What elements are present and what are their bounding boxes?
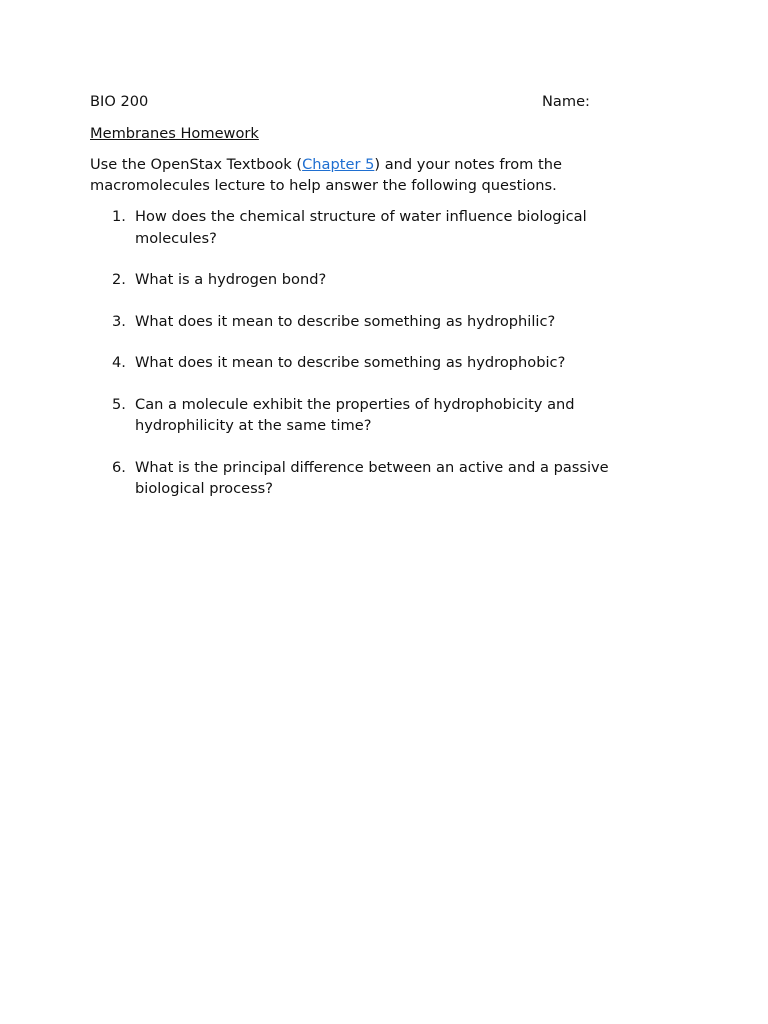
question-item — [90, 394, 650, 437]
question-text: What is a hydrogen bond? — [135, 271, 327, 288]
instructions-text-start: Use the OpenStax Textbook ( — [90, 156, 303, 173]
instructions-paragraph — [90, 154, 650, 196]
question-item — [90, 352, 650, 374]
name-field-label: Name: — [542, 93, 590, 110]
course-code: BIO 200 — [90, 93, 149, 110]
homework-title: Membranes Homework — [90, 125, 259, 142]
question-item — [90, 206, 650, 249]
question-text: What does it mean to describe something as hydrophobic? — [135, 354, 566, 371]
question-text: Can a molecule exhibit the properties of hydrophobicity and hydrophilicity at the same time? — [135, 395, 575, 434]
question-number: 5. — [112, 395, 126, 413]
document-header — [90, 91, 650, 112]
question-item — [90, 269, 650, 291]
chapter-link[interactable]: Chapter 5 — [302, 156, 375, 173]
question-number: 1. — [112, 208, 126, 225]
instructions-text-end: ) and your notes from the macromolecules lecture to help answer the following questions. — [90, 156, 562, 194]
question-item — [90, 457, 650, 500]
question-number: 2. — [112, 271, 126, 288]
document-page — [90, 91, 650, 520]
question-text: What does it mean to describe something as hydrophilic? — [135, 312, 556, 330]
question-item — [90, 311, 650, 333]
question-number: 6. — [112, 458, 126, 476]
question-text: How does the chemical structure of water influence biological molecules? — [135, 208, 587, 247]
question-number: 4. — [112, 354, 126, 371]
question-list — [90, 206, 650, 500]
question-number: 3. — [112, 312, 126, 330]
question-text: What is the principal difference between an active and a passive biological process? — [135, 458, 609, 497]
